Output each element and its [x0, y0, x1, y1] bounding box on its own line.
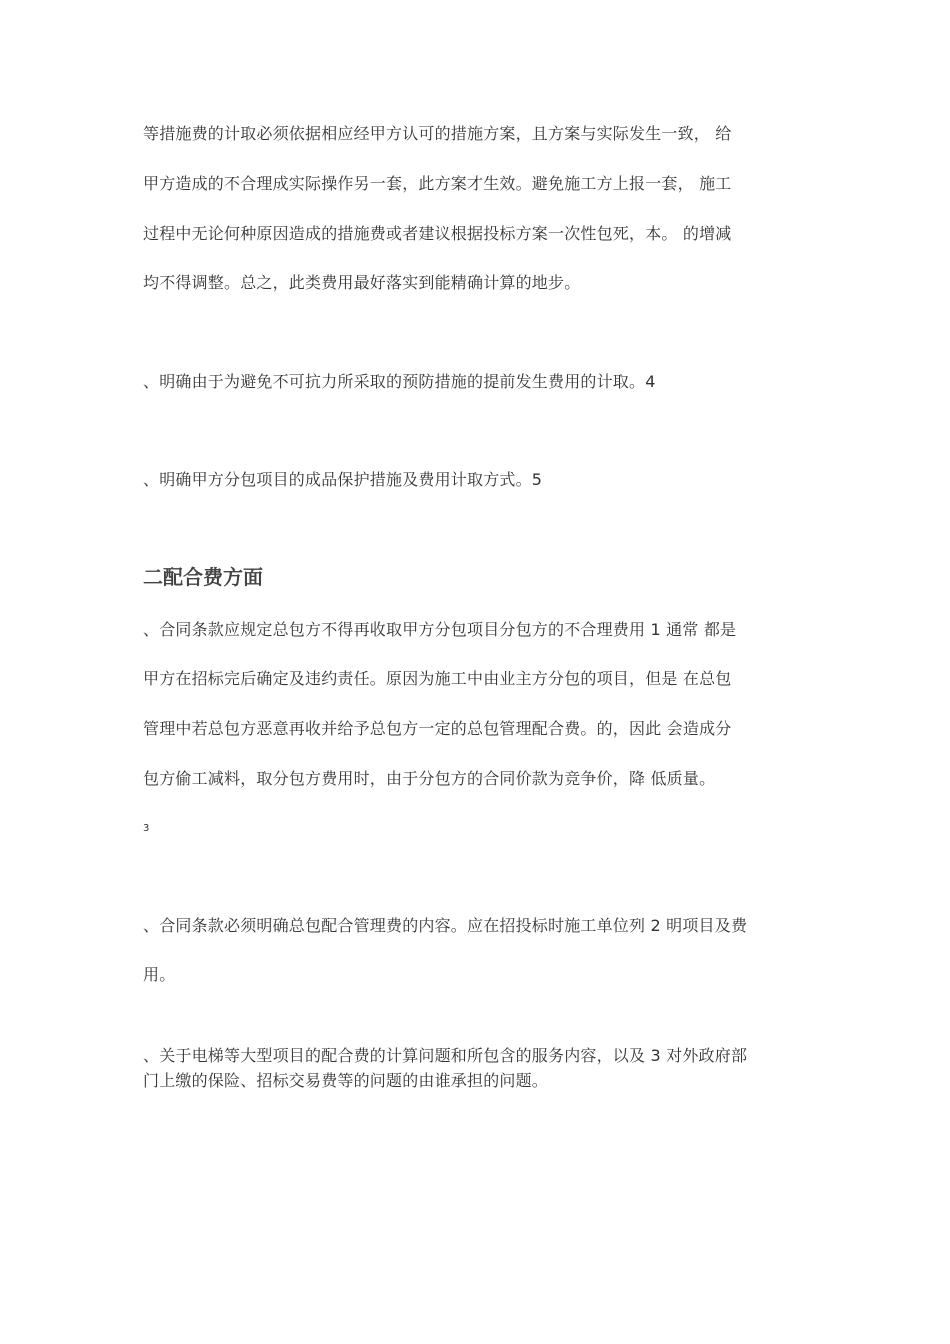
list-item-5: 、明确甲方分包项目的成品保护措施及费用计取方式。5 — [143, 470, 543, 489]
paragraph-line: 均不得调整。总之，此类费用最好落实到能精确计算的地步。 — [143, 273, 581, 292]
list-item-4: 、明确由于为避免不可抗力所采取的预防措施的提前发生费用的计取。4 — [143, 372, 656, 391]
paragraph-line: 等措施费的计取必须依据相应经甲方认可的措施方案，且方案与实际发生一致， 给 — [143, 124, 732, 143]
paragraph-line: 甲方造成的不合理成实际操作另一套，此方案才生效。避免施工方上报一套， 施工 — [143, 174, 732, 193]
paragraph-line: 门上缴的保险、招标交易费等的问题的由谁承担的问题。 — [143, 1071, 549, 1090]
paragraph-line: 过程中无论何种原因造成的措施费或者建议根据投标方案一次性包死，本。 的增减 — [143, 224, 732, 243]
section-heading: 二配合费方面 — [143, 565, 263, 589]
paragraph-line: 、关于电梯等大型项目的配合费的计算问题和所包含的服务内容，以及 3 对外政府部 — [143, 1046, 748, 1065]
paragraph-line: 甲方在招标完后确定及违约责任。原因为施工中由业主方分包的项目，但是 在总包 — [143, 669, 732, 688]
paragraph-line: 用。 — [143, 965, 176, 984]
paragraph-line: 管理中若总包方恶意再收并给予总包方一定的总包管理配合费。的，因此 会造成分 — [143, 719, 732, 738]
footnote-number: 3 — [143, 823, 150, 834]
paragraph-line: 、合同条款应规定总包方不得再收取甲方分包项目分包方的不合理费用 1 通常 都是 — [143, 620, 737, 639]
paragraph-line: 包方偷工减料，取分包方费用时，由于分包方的合同价款为竞争价，降 低质量。 — [143, 769, 716, 788]
paragraph-line: 、合同条款必须明确总包配合管理费的内容。应在招投标时施工单位列 2 明项目及费 — [143, 916, 748, 935]
